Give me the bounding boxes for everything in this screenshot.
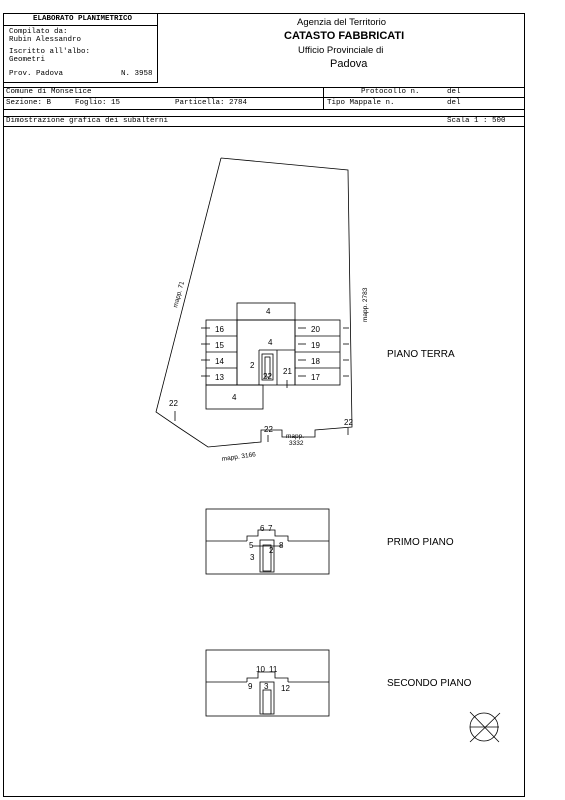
- agency-city: Padova: [330, 58, 368, 70]
- section: Sezione: B: [6, 99, 52, 107]
- unit-label-9: 9: [248, 682, 253, 691]
- parcel: Particella: 2784: [175, 99, 248, 107]
- unit-label-16: 16: [215, 325, 224, 334]
- unit-label-ground-4-center: 4: [268, 338, 273, 347]
- first-floor-outline: [206, 509, 329, 574]
- unit-label-22-left: 22: [169, 399, 178, 408]
- unit-label-15: 15: [215, 341, 224, 350]
- protocol-date: del: [447, 88, 461, 96]
- unit-label-14: 14: [215, 357, 224, 366]
- unit-label-7: 7: [268, 524, 273, 533]
- register-number: N. 3958: [121, 70, 153, 78]
- neighbor-parcel-2783: mapp. 2783: [362, 287, 369, 322]
- unit-label-8: 8: [279, 541, 284, 550]
- scale: Scala 1 : 500: [447, 117, 506, 125]
- floor-label-first: PRIMO PIANO: [387, 537, 454, 548]
- map-type-date: del: [447, 99, 461, 107]
- register-value: Geometri: [9, 56, 46, 64]
- unit-label-3-second: 3: [264, 682, 269, 691]
- compiler-label: Compilato da:: [9, 28, 68, 36]
- floor-label-ground: PIANO TERRA: [387, 349, 455, 360]
- province: Prov. Padova: [9, 70, 64, 78]
- unit-label-13: 13: [215, 373, 224, 382]
- floor-label-second: SECONDO PIANO: [387, 678, 472, 689]
- document-title: ELABORATO PLANIMETRICO: [33, 15, 133, 23]
- agency-department: CATASTO FABBRICATI: [284, 30, 405, 42]
- unit-label-18: 18: [311, 357, 320, 366]
- unit-label-ground-4-bottom: 4: [232, 393, 237, 402]
- sheet: Foglio: 15: [75, 99, 121, 107]
- unit-label-ground-2: 2: [250, 361, 255, 370]
- unit-label-3-first: 3: [250, 553, 255, 562]
- unit-label-ground-4-top: 4: [266, 307, 271, 316]
- unit-label-21: 21: [283, 367, 292, 376]
- register-label: Iscritto all'albo:: [9, 48, 91, 56]
- neighbor-parcel-3332-b: 3332: [289, 440, 304, 447]
- unit-label-17: 17: [311, 373, 320, 382]
- unit-label-2-first: 2: [269, 546, 274, 555]
- municipality: Comune di Monselice: [6, 88, 92, 96]
- unit-label-22-right: 22: [344, 418, 353, 427]
- unit-label-22-mid: 22: [264, 425, 273, 434]
- unit-label-ground-22-center: 22: [263, 372, 272, 381]
- unit-label-20: 20: [311, 325, 320, 334]
- compiler-name: Rubin Alessandro: [9, 36, 82, 44]
- unit-label-5: 5: [249, 541, 254, 550]
- unit-label-12: 12: [281, 684, 290, 693]
- neighbor-parcel-3332-a: mapp.: [286, 433, 305, 440]
- drawing-description: Dimostrazione grafica dei subalterni: [6, 117, 169, 125]
- unit-label-19: 19: [311, 341, 320, 350]
- compass-icon: [470, 712, 500, 742]
- neighbor-parcel-3166: mapp. 3166: [221, 451, 257, 463]
- agency-office: Ufficio Provinciale di: [298, 45, 384, 56]
- agency-name: Agenzia del Territorio: [297, 17, 387, 28]
- protocol-number: Protocollo n.: [361, 88, 420, 96]
- site-boundary: [156, 158, 352, 447]
- map-type-number: Tipo Mappale n.: [327, 99, 395, 107]
- unit-label-11: 11: [269, 665, 278, 674]
- unit-label-6: 6: [260, 524, 265, 533]
- unit-label-10: 10: [256, 665, 265, 674]
- neighbor-parcel-71: mapp. 71: [172, 280, 186, 309]
